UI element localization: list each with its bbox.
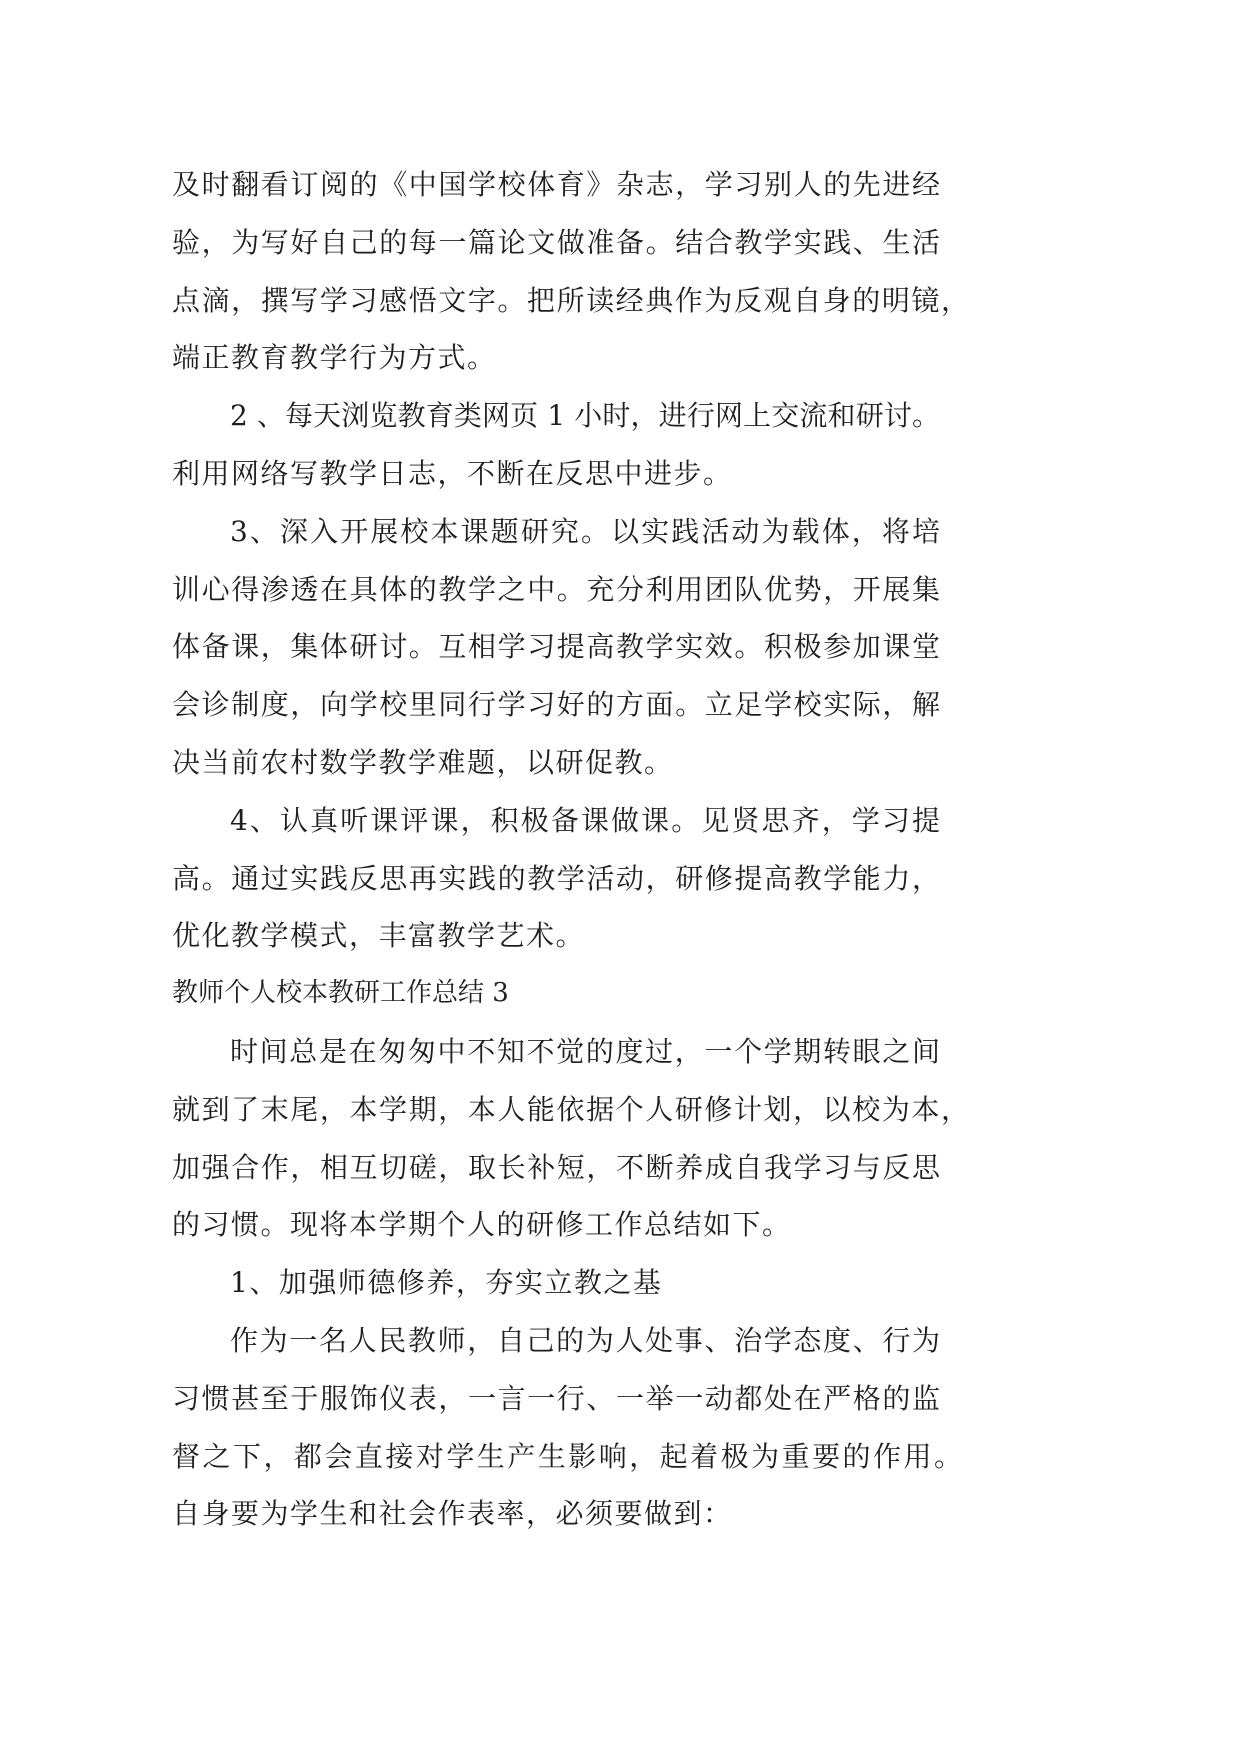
text-line: 点滴，撰写学习感悟文字。把所读经典作为反观自身的明镜， (172, 283, 969, 317)
text-line: 习惯甚至于服饰仪表，一言一行、一举一动都处在严格的监 (172, 1381, 940, 1415)
subheading-line: 1、加强师德修养，夯实立教之基 (230, 1266, 663, 1300)
text-line: 加强合作，相互切磋，取长补短，不断养成自我学习与反思 (172, 1150, 940, 1184)
text-line: 优化教学模式，丰富教学艺术。 (172, 919, 586, 953)
text-line: 决当前农村数学教学难题，以研促教。 (172, 745, 674, 779)
list-item-line: 3、深入开展校本课题研究。以实践活动为载体，将培 (230, 514, 940, 548)
list-item-line: 2 、每天浏览教育类网页 1 小时，进行网上交流和研讨。 (230, 399, 940, 433)
text-line: 督之下，都会直接对学生产生影响，起着极为重要的作用。 (172, 1439, 962, 1473)
text-line: 训心得渗透在具体的教学之中。充分利用团队优势，开展集 (172, 572, 940, 606)
text-line: 会诊制度，向学校里同行学习好的方面。立足学校实际，解 (172, 688, 940, 722)
text-line: 利用网络写教学日志，不断在反思中进步。 (172, 456, 733, 490)
document-text-block (172, 156, 972, 1543)
text-line: 验，为写好自己的每一篇论文做准备。结合教学实践、生活 (172, 225, 940, 259)
text-line: 自身要为学生和社会作表率，必须要做到： (172, 1497, 733, 1531)
text-line: 作为一名人民教师，自己的为人处事、治学态度、行为 (230, 1323, 940, 1357)
text-line: 体备课，集体研讨。互相学习提高教学实效。积极参加课堂 (172, 630, 940, 664)
text-line: 时间总是在匆匆中不知不觉的度过，一个学期转眼之间 (230, 1034, 940, 1068)
text-line: 高。通过实践反思再实践的教学活动，研修提高教学能力， (172, 861, 940, 895)
section-heading: 教师个人校本教研工作总结 3 (172, 978, 509, 1009)
text-line: 的习惯。现将本学期个人的研修工作总结如下。 (172, 1208, 792, 1242)
text-line: 端正教育教学行为方式。 (172, 341, 497, 375)
text-line: 及时翻看订阅的《中国学校体育》杂志，学习别人的先进经 (172, 168, 940, 201)
text-line: 就到了末尾，本学期，本人能依据个人研修计划，以校为本， (172, 1092, 969, 1126)
list-item-line: 4、认真听课评课，积极备课做课。见贤思齐，学习提 (230, 803, 940, 837)
